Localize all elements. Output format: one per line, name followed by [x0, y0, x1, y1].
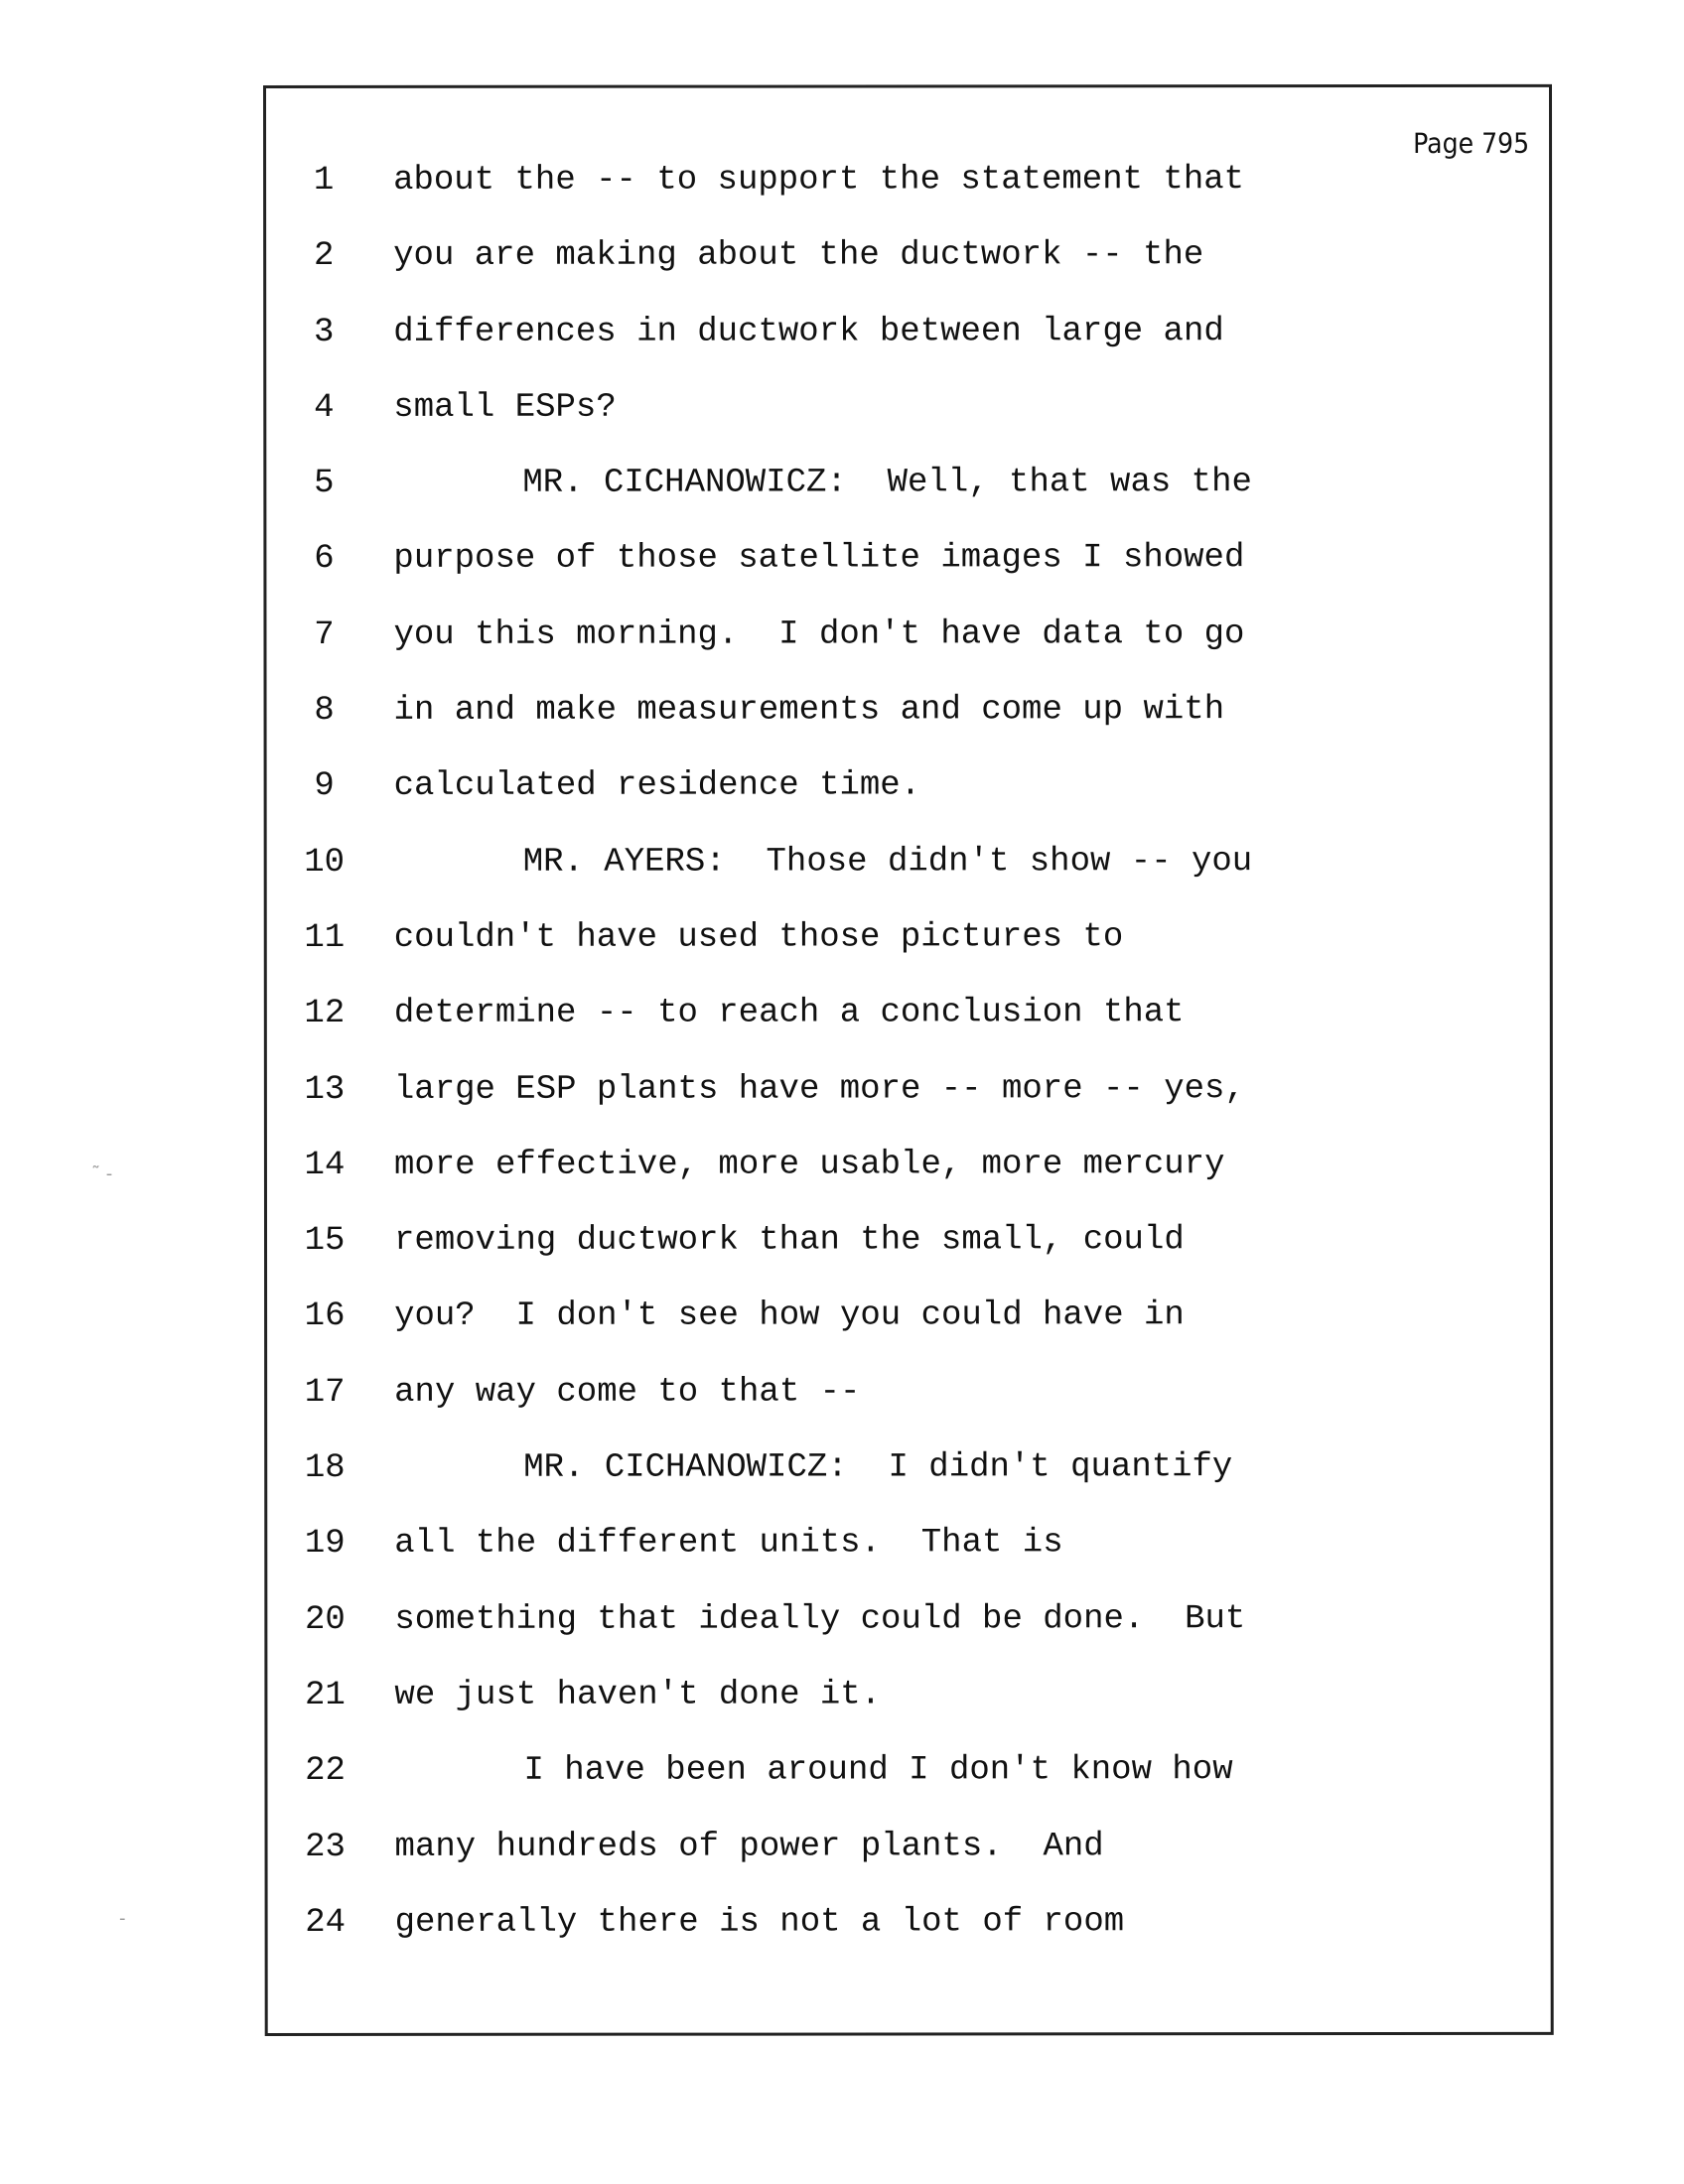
line-text: about the -- to support the statement that [393, 161, 1245, 200]
line-text: in and make measurements and come up with [393, 691, 1225, 730]
line-text: I have been around I don't know how [523, 1751, 1233, 1791]
transcript-line [266, 464, 1549, 540]
line-text: purpose of those satellite images I showed [393, 539, 1245, 579]
line-text: differences in ductwork between large and [393, 312, 1224, 351]
line-text: small ESPs? [393, 388, 617, 427]
line-text: many hundreds of power plants. And [394, 1827, 1104, 1866]
transcript-line [267, 918, 1550, 995]
line-number: 22 [305, 1752, 346, 1791]
line-number: 16 [304, 1297, 346, 1336]
line-text: MR. AYERS: Those didn't show -- you [522, 842, 1253, 882]
line-number: 3 [313, 313, 335, 351]
transcript-line [267, 1448, 1550, 1525]
transcript-line [267, 1297, 1550, 1373]
line-text: generally there is not a lot of room [394, 1903, 1125, 1942]
transcript-line [267, 1751, 1550, 1828]
line-number: 21 [304, 1676, 346, 1714]
transcript-page [263, 84, 1554, 2036]
line-text: more effective, more usable, more mercury [393, 1146, 1225, 1184]
line-text: removing ductwork than the small, could [393, 1221, 1185, 1261]
line-number: 23 [305, 1828, 346, 1866]
line-text: you this morning. I don't have data to go [393, 614, 1245, 654]
line-number: 18 [304, 1448, 346, 1488]
transcript-line [267, 1069, 1550, 1146]
transcript-line [266, 161, 1549, 237]
line-text: something that ideally could be done. But [394, 1599, 1246, 1639]
transcript-line [267, 1524, 1550, 1600]
line-number: 12 [304, 995, 346, 1033]
transcript-line [267, 1373, 1550, 1449]
line-text: MR. CICHANOWICZ: I didn't quantify [523, 1448, 1233, 1487]
transcript-line [268, 1903, 1551, 1979]
transcript-line [266, 539, 1549, 615]
line-number: 14 [304, 1146, 346, 1184]
line-number: 13 [304, 1070, 346, 1109]
line-number: 7 [314, 615, 335, 654]
line-text: large ESP plants have more -- more -- yes, [393, 1069, 1245, 1109]
line-number: 15 [304, 1222, 346, 1261]
line-text: MR. CICHANOWICZ: Well, that was the [522, 464, 1252, 502]
transcript-line [266, 615, 1549, 692]
line-number: 2 [313, 237, 335, 276]
line-number: 20 [304, 1600, 346, 1639]
transcript-line [267, 994, 1550, 1070]
transcript-line [268, 1827, 1551, 1903]
transcript-line [267, 1676, 1550, 1752]
line-text: all the different units. That is [394, 1524, 1063, 1564]
scan-speck: - [119, 1908, 126, 1929]
line-number: 6 [314, 540, 335, 579]
line-text: we just haven't done it. [394, 1676, 882, 1714]
line-text: calculated residence time. [393, 766, 921, 806]
page-number: Page 795 [1412, 126, 1530, 160]
transcript-line [266, 388, 1549, 465]
line-text: any way come to that -- [394, 1373, 861, 1412]
transcript-line [266, 312, 1549, 388]
line-number: 5 [314, 465, 335, 503]
line-number: 8 [314, 692, 335, 731]
transcript-line [267, 691, 1550, 767]
line-text: you are making about the ductwork -- the [393, 236, 1204, 276]
line-text: determine -- to reach a conclusion that [393, 994, 1185, 1033]
transcript-line [267, 843, 1550, 919]
line-number: 9 [314, 767, 335, 806]
line-number: 24 [305, 1903, 347, 1942]
line-number: 1 [313, 161, 335, 200]
scan-speck: ˜ - [91, 1163, 113, 1184]
transcript-line [267, 1146, 1550, 1222]
line-number: 19 [304, 1525, 346, 1564]
transcript-line [266, 236, 1549, 313]
line-number: 11 [304, 918, 346, 957]
transcript-line [267, 766, 1550, 843]
transcript-lines [266, 161, 1551, 1979]
line-text: you? I don't see how you could have in [394, 1297, 1185, 1336]
transcript-line [267, 1221, 1550, 1297]
transcript-line [267, 1600, 1550, 1677]
line-number: 17 [304, 1373, 346, 1412]
line-text: couldn't have used those pictures to [393, 918, 1124, 957]
line-number: 4 [314, 388, 335, 427]
line-number: 10 [304, 843, 346, 882]
